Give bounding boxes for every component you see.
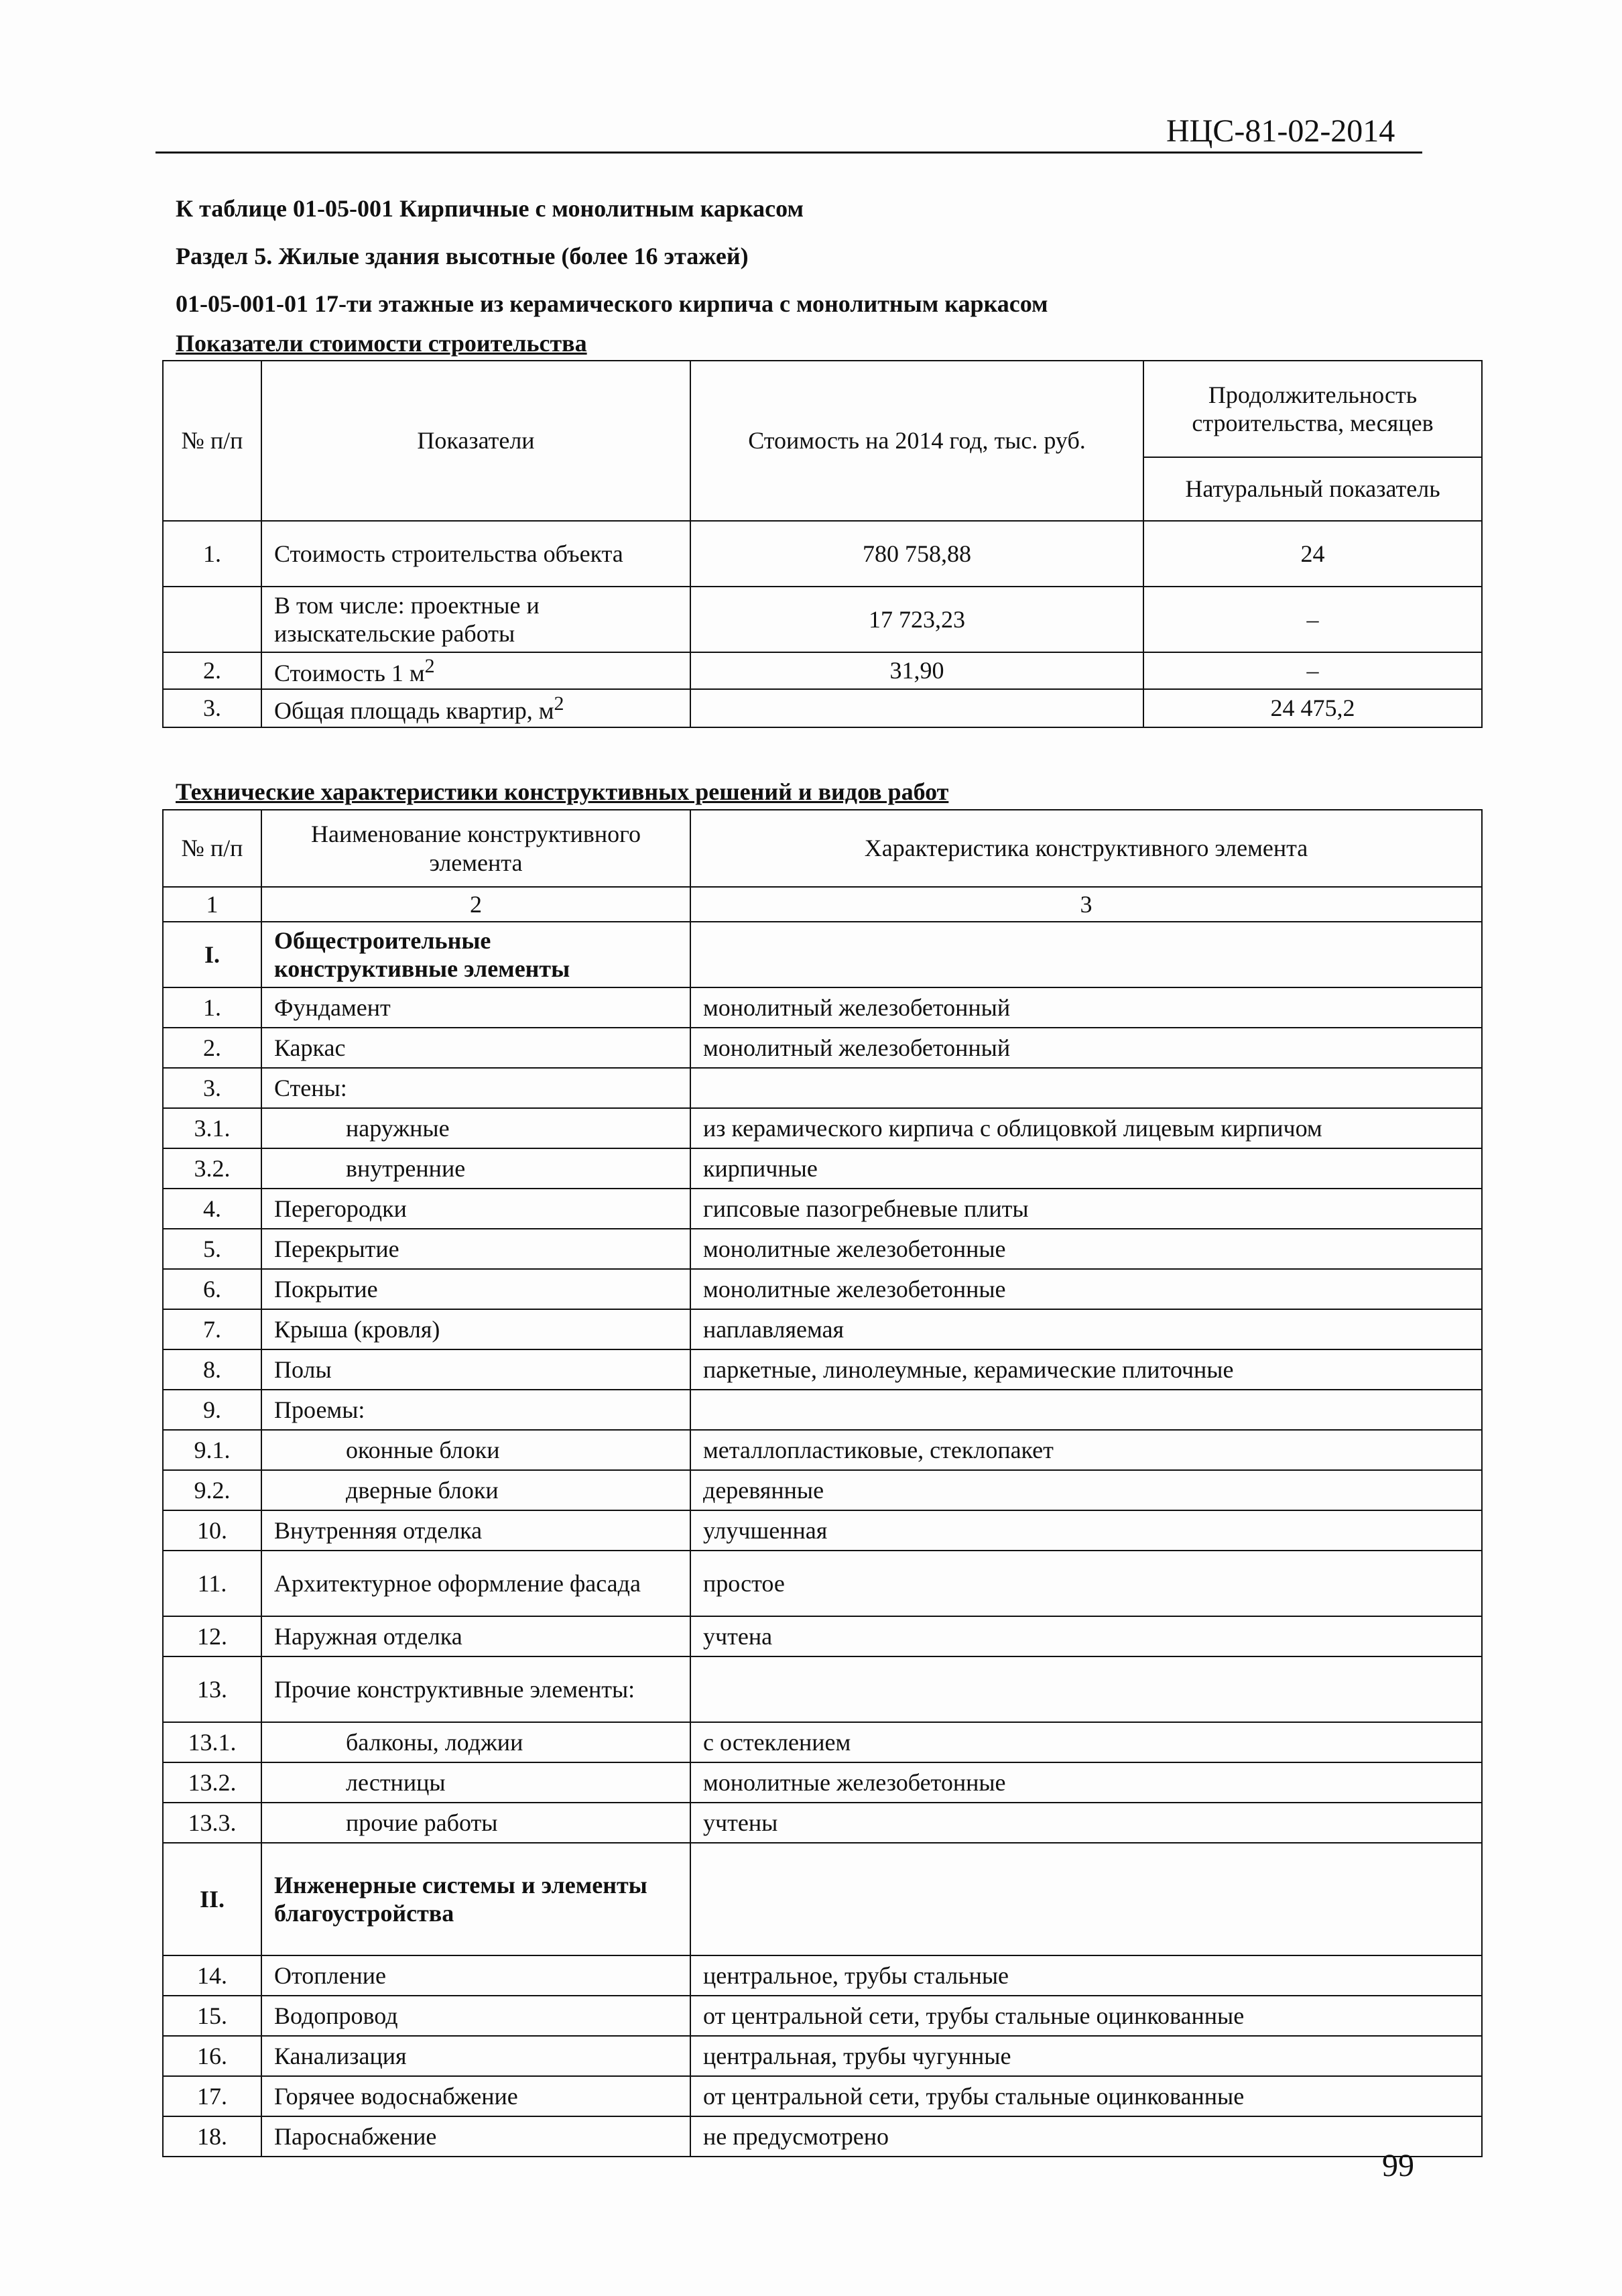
row-characteristic: от центральной сети, трубы стальные оцинкованные [690, 1996, 1482, 2036]
cost-row [163, 652, 1482, 689]
row-num: 14. [163, 1955, 261, 1996]
cost-row-unit-superscript: 2 [424, 654, 435, 677]
table-row [163, 1269, 1482, 1309]
cost-row-name-text: Стоимость 1 м [274, 659, 425, 686]
row-num: 7. [163, 1309, 261, 1349]
row-num: 13.1. [163, 1722, 261, 1762]
cost-table [162, 360, 1483, 728]
row-num: 13. [163, 1656, 261, 1722]
row-characteristic: металлопластиковые, стеклопакет [690, 1430, 1482, 1470]
row-characteristic [690, 1843, 1482, 1955]
table-row [163, 1616, 1482, 1656]
row-num: I. [163, 922, 261, 987]
row-characteristic: монолитный железобетонный [690, 1028, 1482, 1068]
row-num: 16. [163, 2036, 261, 2076]
cost-row-cost: 31,90 [690, 652, 1143, 689]
cost-row-num: 1. [163, 521, 261, 587]
table-row [163, 2076, 1482, 2116]
row-num: II. [163, 1843, 261, 1955]
column-number: 1 [163, 887, 261, 922]
row-characteristic: центральная, трубы чугунные [690, 2036, 1482, 2076]
row-element: Наружная отделка [261, 1616, 690, 1656]
row-element: лестницы [261, 1762, 690, 1803]
table-row [163, 1309, 1482, 1349]
column-number: 3 [690, 887, 1482, 922]
row-num: 4. [163, 1189, 261, 1229]
page-number: 99 [1382, 2148, 1414, 2183]
row-num: 6. [163, 1269, 261, 1309]
row-element: Покрытие [261, 1269, 690, 1309]
header-indicator: Показатели [261, 361, 690, 521]
table-row [163, 2116, 1482, 2157]
row-element: Горячее водоснабжение [261, 2076, 690, 2116]
table-row [163, 1028, 1482, 1068]
cost-row-num [163, 587, 261, 652]
document-code: НЦС-81-02-2014 [1166, 113, 1395, 149]
row-characteristic: с остеклением [690, 1722, 1482, 1762]
row-characteristic: монолитные железобетонные [690, 1229, 1482, 1269]
table-row [163, 987, 1482, 1028]
row-num: 5. [163, 1229, 261, 1269]
row-characteristic: из керамического кирпича с облицовкой лицевым кирпичом [690, 1108, 1482, 1148]
row-num: 9. [163, 1390, 261, 1430]
row-element: Полы [261, 1349, 690, 1390]
table-row [163, 1722, 1482, 1762]
subsection-title: 01-05-001-01 17-ти этажные из керамического кирпича с монолитным каркасом [176, 290, 1048, 317]
row-characteristic [690, 1390, 1482, 1430]
row-characteristic: паркетные, линолеумные, керамические плиточные [690, 1349, 1482, 1390]
header-element: Наименование конструктивного элемента [261, 810, 690, 887]
table-row [163, 1762, 1482, 1803]
row-num: 3. [163, 1068, 261, 1108]
cost-row-name [261, 652, 690, 689]
row-characteristic: деревянные [690, 1470, 1482, 1510]
row-characteristic: учтены [690, 1803, 1482, 1843]
row-characteristic: гипсовые пазогребневые плиты [690, 1189, 1482, 1229]
header-characteristic: Характеристика конструктивного элемента [690, 810, 1482, 887]
row-num: 11. [163, 1551, 261, 1616]
row-characteristic: кирпичные [690, 1148, 1482, 1189]
table-row [163, 1510, 1482, 1551]
row-characteristic: монолитные железобетонные [690, 1269, 1482, 1309]
cost-row-cost [690, 689, 1143, 727]
row-element: Отопление [261, 1955, 690, 1996]
tech-section-title: Технические характеристики конструктивных решений и видов работ [176, 778, 949, 805]
row-element: Прочие конструктивные элементы: [261, 1656, 690, 1722]
row-element: внутренние [261, 1148, 690, 1189]
row-characteristic: учтена [690, 1616, 1482, 1656]
cost-row-num: 2. [163, 652, 261, 689]
table-row [163, 2036, 1482, 2076]
row-characteristic: не предусмотрено [690, 2116, 1482, 2157]
row-element: Стены: [261, 1068, 690, 1108]
section-title: Раздел 5. Жилые здания высотные (более 16 этажей) [176, 243, 749, 269]
row-num: 18. [163, 2116, 261, 2157]
cost-row-value: – [1143, 587, 1482, 652]
table-row [163, 1108, 1482, 1148]
column-number: 2 [261, 887, 690, 922]
row-element: дверные блоки [261, 1470, 690, 1510]
row-element: Инженерные системы и элементы благоустройства [261, 1843, 690, 1955]
header-rule [155, 152, 1422, 154]
row-element: Внутренняя отделка [261, 1510, 690, 1551]
table-reference-title: К таблице 01-05-001 Кирпичные с монолитным каркасом [176, 195, 804, 222]
row-element: оконные блоки [261, 1430, 690, 1470]
cost-row-value: 24 475,2 [1143, 689, 1482, 727]
row-num: 9.1. [163, 1430, 261, 1470]
cost-row-name: Стоимость строительства объекта [261, 521, 690, 587]
row-characteristic: от центральной сети, трубы стальные оцинкованные [690, 2076, 1482, 2116]
table-row [163, 1229, 1482, 1269]
row-num: 8. [163, 1349, 261, 1390]
row-element: Перекрытие [261, 1229, 690, 1269]
header-cost: Стоимость на 2014 год, тыс. руб. [690, 361, 1143, 521]
table-row [163, 1955, 1482, 1996]
row-element: прочие работы [261, 1803, 690, 1843]
row-num: 17. [163, 2076, 261, 2116]
row-characteristic [690, 1656, 1482, 1722]
table-row [163, 1430, 1482, 1470]
row-element: Каркас [261, 1028, 690, 1068]
row-num: 12. [163, 1616, 261, 1656]
header-natural: Натуральный показатель [1143, 457, 1482, 521]
table-row [163, 1996, 1482, 2036]
row-characteristic: монолитные железобетонные [690, 1762, 1482, 1803]
row-num: 3.2. [163, 1148, 261, 1189]
group-row [163, 1843, 1482, 1955]
row-element: балконы, лоджии [261, 1722, 690, 1762]
row-element: наружные [261, 1108, 690, 1148]
row-element: Общестроительные конструктивные элементы [261, 922, 690, 987]
row-num: 2. [163, 1028, 261, 1068]
table-row [163, 1803, 1482, 1843]
row-num: 15. [163, 1996, 261, 2036]
cost-section-title: Показатели стоимости строительства [176, 330, 587, 357]
group-row [163, 922, 1482, 987]
row-num: 13.2. [163, 1762, 261, 1803]
row-element: Пароснабжение [261, 2116, 690, 2157]
row-num: 3.1. [163, 1108, 261, 1148]
row-characteristic: простое [690, 1551, 1482, 1616]
cost-row-value: – [1143, 652, 1482, 689]
table-row [163, 1189, 1482, 1229]
row-element: Перегородки [261, 1189, 690, 1229]
table-row [163, 1551, 1482, 1616]
table-row [163, 1656, 1482, 1722]
row-num: 1. [163, 987, 261, 1028]
cost-row-name: В том числе: проектные и изыскательские работы [261, 587, 690, 652]
cost-row [163, 521, 1482, 587]
row-characteristic: наплавляемая [690, 1309, 1482, 1349]
row-num: 13.3. [163, 1803, 261, 1843]
row-element: Архитектурное оформление фасада [261, 1551, 690, 1616]
cost-row-cost: 17 723,23 [690, 587, 1143, 652]
cost-row-num: 3. [163, 689, 261, 727]
table-row [163, 1470, 1482, 1510]
table-row [163, 1390, 1482, 1430]
cost-row-unit-superscript: 2 [554, 692, 564, 715]
row-num: 9.2. [163, 1470, 261, 1510]
row-element: Крыша (кровля) [261, 1309, 690, 1349]
row-element: Канализация [261, 2036, 690, 2076]
table-row [163, 1068, 1482, 1108]
cost-row-name [261, 689, 690, 727]
row-characteristic [690, 1068, 1482, 1108]
header-duration: Продолжительность строительства, месяцев [1143, 361, 1482, 457]
row-characteristic: улучшенная [690, 1510, 1482, 1551]
cost-row-name-text: Общая площадь квартир, м [274, 697, 554, 724]
row-num: 10. [163, 1510, 261, 1551]
header-num: № п/п [163, 361, 261, 521]
row-characteristic: центральное, трубы стальные [690, 1955, 1482, 1996]
row-element: Проемы: [261, 1390, 690, 1430]
row-characteristic: монолитный железобетонный [690, 987, 1482, 1028]
cost-row-value: 24 [1143, 521, 1482, 587]
cost-row [163, 587, 1482, 652]
cost-row [163, 689, 1482, 727]
cost-row-cost: 780 758,88 [690, 521, 1143, 587]
table-row [163, 1349, 1482, 1390]
header-num: № п/п [163, 810, 261, 887]
table-row [163, 1148, 1482, 1189]
tech-table [162, 809, 1483, 2157]
row-characteristic [690, 922, 1482, 987]
row-element: Фундамент [261, 987, 690, 1028]
row-element: Водопровод [261, 1996, 690, 2036]
